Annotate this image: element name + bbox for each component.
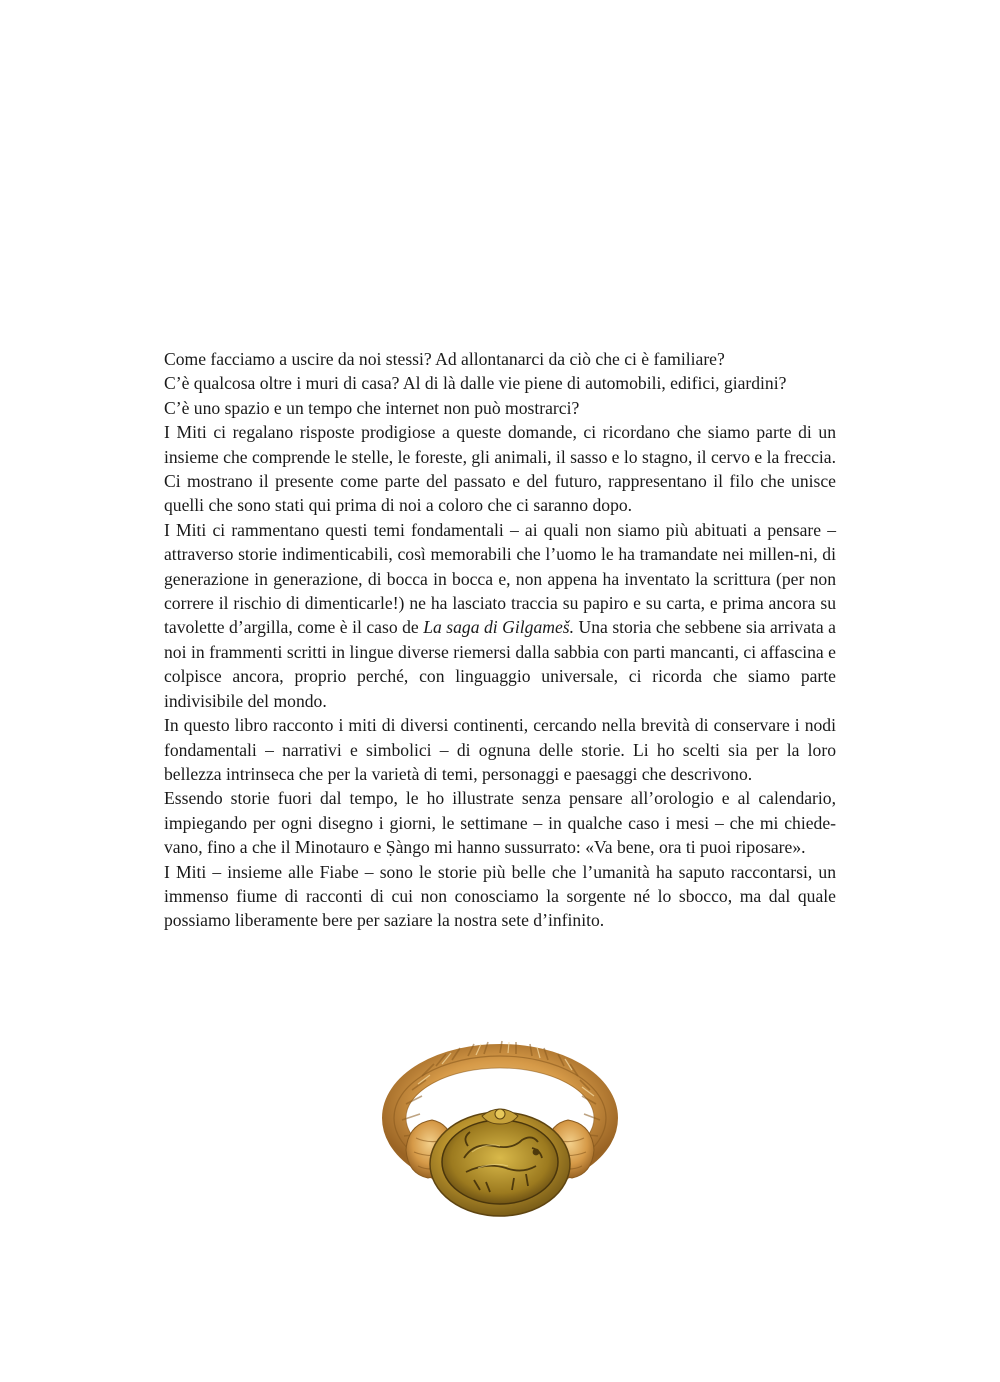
paragraph-6: In questo libro racconto i miti di diversi continenti, cercando nella brevità di conservare i nodi fondamentali – narrativi e simbolici – di ognuna delle storie. Li ho scelti sia per la loro bellezza intrinseca che per la varietà di temi, personaggi e paesaggi che descrivono.: [164, 715, 836, 784]
paragraph-5-end: Una storia che sebbene sia arrivata a noi in frammenti scritti in lingue diverse riemersi dalla sabbia con parti mancanti, ci affascina e colpisce ancora, proprio perché, con linguaggio universale, ci ricorda che siamo parte indivisibile del mondo.: [164, 617, 836, 711]
book-title-gilgamesh: La saga di Gilgameš.: [423, 617, 575, 638]
paragraph-3: C’è uno spazio e un tempo che internet non può mostrarci?: [164, 397, 580, 418]
introduction-text: [164, 347, 836, 933]
paragraph-8: I Miti – insieme alle Fiabe – sono le storie più belle che l’umanità ha saputo raccontarsi, un immenso fiume di racconti di cui non conosciamo la sorgente né lo sbocco, ma dal quale possiamo liberamente bere per saziare la nostra sete d’infinito.: [164, 861, 836, 931]
paragraph-7: Essendo storie fuori dal tempo, le ho illustrate senza pensare all’orologio e al calendario, impiegando per ogni disegno i giorni, le settimane – in qualche caso i mesi – che mi chiede-vano, fino a che il Minotauro e Ṣàngo mi hanno sussurrato: «Va bene, ora ti puoi riposare».: [164, 788, 836, 858]
paragraph-5: [164, 518, 836, 713]
gold-ring-icon: [382, 1040, 618, 1230]
paragraph-5-start: I Miti ci rammentano questi temi fondamentali – ai quali non siamo più abituati a pensare – attraverso storie indimenticabili, così memorabili che l’uomo le ha tramandate nei millen-ni, di generazione in generazione, di bocca in bocca e, non appena ha inventato la scrittura (per non correre il rischio di dimenticarle!) ne ha lasciato traccia su papiro e su carta, e prima ancora su tavolette d’argilla, come è il caso de: [164, 519, 836, 638]
paragraph-2: C’è qualcosa oltre i muri di casa? Al di là dalle vie piene di automobili, edifici, giardini?: [164, 373, 787, 394]
paragraph-4: I Miti ci regalano risposte prodigiose a queste domande, ci ricordano che siamo parte di un insieme che comprende le stelle, le foreste, gli animali, il sasso e lo stagno, il cervo e la freccia. Ci mostrano il presente come parte del passato e del futuro, rappresentano il filo che unisce quelli che sono stati qui prima di noi a coloro che ci saranno dopo.: [164, 422, 836, 516]
ring-bezel: [430, 1109, 570, 1216]
paragraph-1: Come facciamo a uscire da noi stessi? Ad allontanarci da ciò che ci è familiare?: [164, 349, 725, 369]
